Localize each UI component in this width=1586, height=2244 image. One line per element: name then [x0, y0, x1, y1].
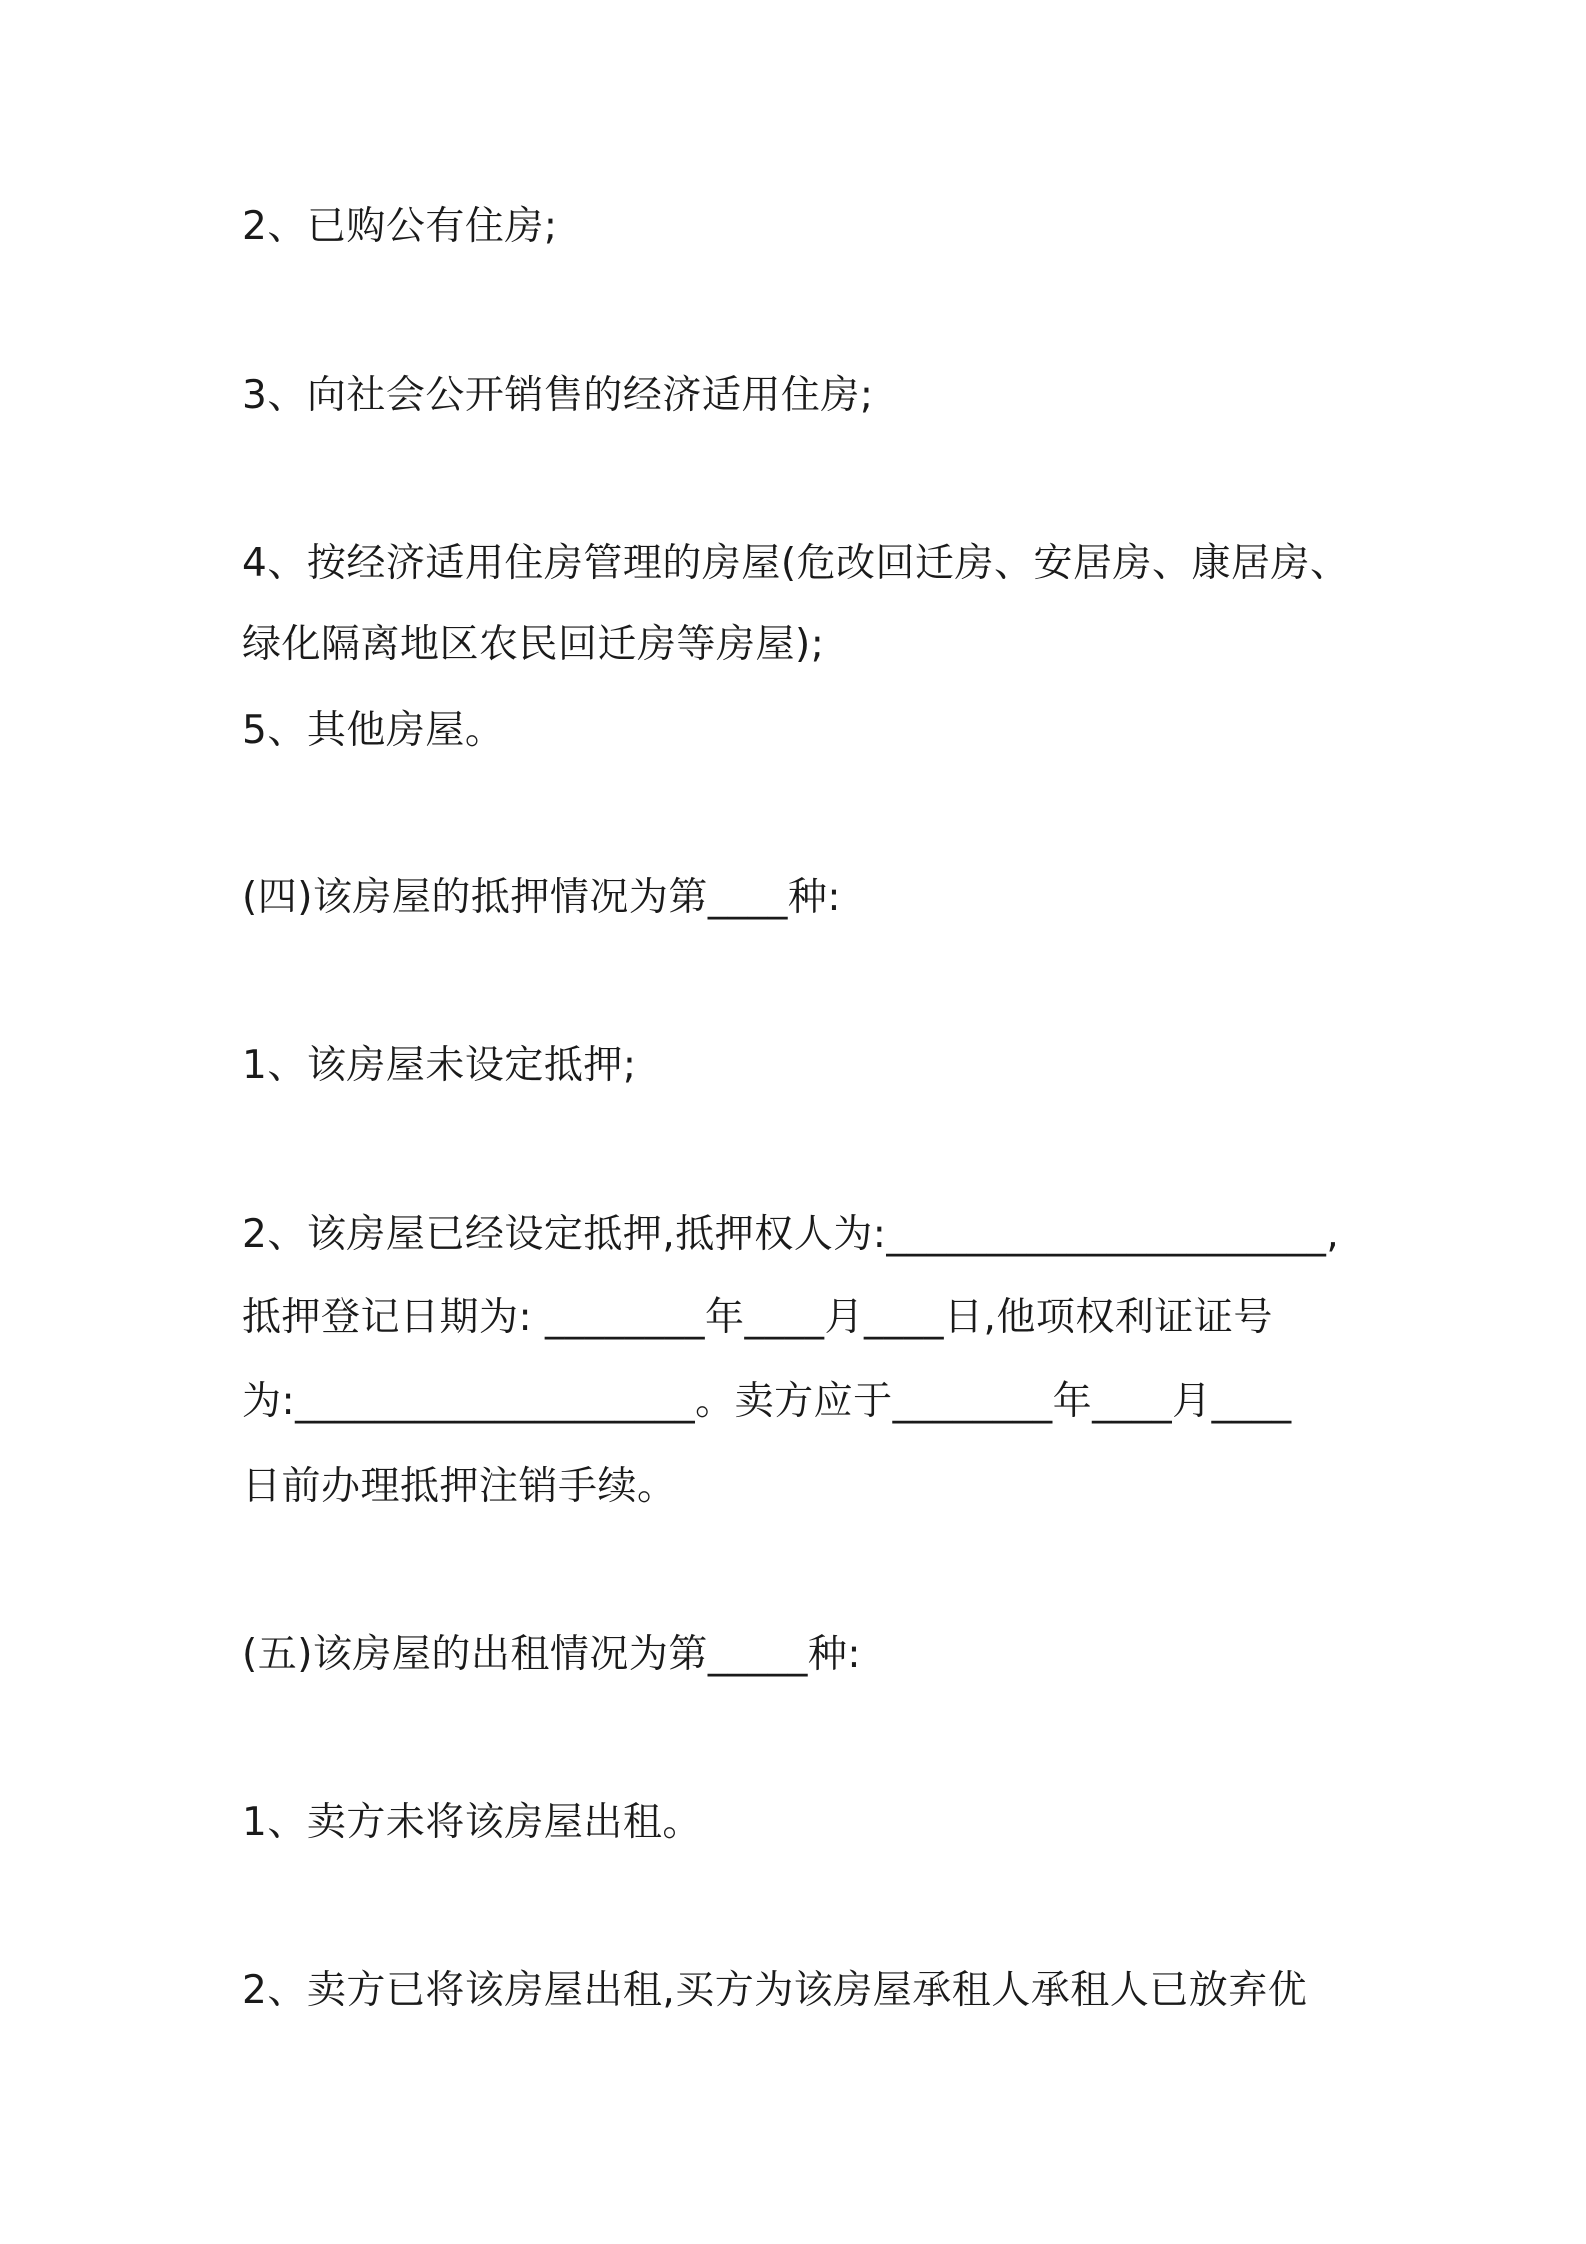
section-5-lease-heading: (五)该房屋的出租情况为第_____种:	[242, 1632, 862, 1677]
item-4-managed-housing: 4、按经济适用住房管理的房屋(危改回迁房、安居房、康居房、	[242, 541, 1350, 586]
lease-item-1: 1、卖方未将该房屋出租。	[242, 1800, 702, 1845]
mortgage-item-2-cancel: 日前办理抵押注销手续。	[242, 1464, 677, 1509]
item-5-other-housing: 5、其他房屋。	[242, 708, 505, 753]
item-2-purchased-public-housing: 2、已购公有住房;	[242, 204, 558, 249]
mortgage-item-2-date: 抵押登记日期为: ________年____月____日,他项权利证证号	[242, 1295, 1273, 1340]
lease-item-2: 2、卖方已将该房屋出租,买方为该房屋承租人承租人已放弃优	[242, 1968, 1308, 2013]
item-3-economic-housing: 3、向社会公开销售的经济适用住房;	[242, 373, 874, 418]
mortgage-item-1: 1、该房屋未设定抵押;	[242, 1043, 637, 1088]
mortgage-item-2: 2、该房屋已经设定抵押,抵押权人为:______________________,	[242, 1212, 1340, 1257]
item-4-continuation: 绿化隔离地区农民回迁房等房屋);	[242, 622, 825, 667]
mortgage-item-2-cert: 为:____________________。卖方应于________年____月____	[242, 1379, 1292, 1424]
section-4-mortgage-heading: (四)该房屋的抵押情况为第____种:	[242, 875, 842, 920]
